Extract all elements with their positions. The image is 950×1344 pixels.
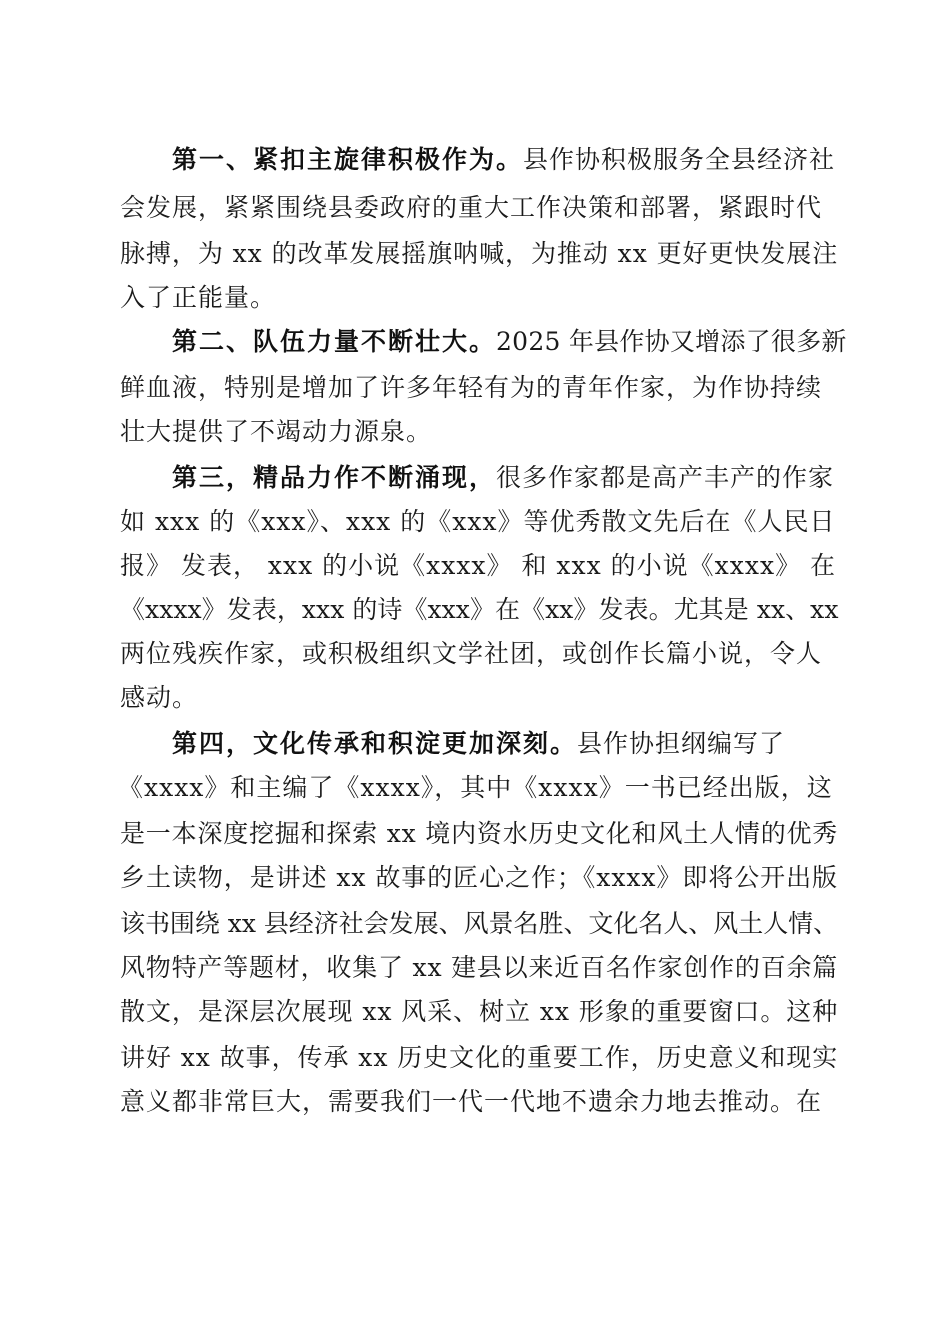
paragraph-1-line-2: 会发展，紧紧围绕县委政府的重大工作决策和部署，紧跟时代 — [120, 193, 823, 222]
paragraph-4-line-2: 《xxxx》和主编了《xxxx》，其中《xxxx》一书已经出版，这 — [118, 773, 833, 802]
paragraph-4-line-6: 风物特产等题材，收集了 xx 建县以来近百名作家创作的百余篇 — [120, 953, 839, 982]
paragraph-1-lead: 第一、紧扣主旋律积极作为。 — [172, 145, 524, 174]
paragraph-3-line-4: 《xxxx》发表，xxx 的诗《xxx》在《xx》发表。尤其是 xx、xx — [120, 595, 839, 624]
paragraph-2-line-2: 鲜血液，特别是增加了许多年轻有为的青年作家，为作协持续 — [120, 373, 823, 402]
paragraph-4-line-3: 是一本深度挖掘和探索 xx 境内资水历史文化和风土人情的优秀 — [120, 819, 839, 848]
paragraph-4-lead: 第四，文化传承和积淀更加深刻。 — [172, 729, 578, 758]
paragraph-1-text: 县作协积极服务全县经济社 — [523, 145, 836, 174]
paragraph-3-line-3: 报》 发表， xxx 的小说《xxxx》 和 xxx 的小说《xxxx》 在 — [120, 551, 837, 580]
paragraph-1-line-1 — [172, 138, 835, 182]
paragraph-4-line-4: 乡土读物，是讲述 xx 故事的匠心之作；《xxxx》即将公开出版 — [120, 863, 838, 892]
paragraph-3-line-6: 感动。 — [120, 683, 199, 712]
paragraph-4-line-5: 该书围绕 xx 县经济社会发展、风景名胜、文化名人、风土人情、 — [120, 909, 839, 938]
paragraph-4-line-8: 讲好 xx 故事，传承 xx 历史文化的重要工作，历史意义和现实 — [120, 1043, 839, 1072]
paragraph-1-line-3: 脉搏，为 xx 的改革发展摇旗呐喊，为推动 xx 更好更快发展注 — [120, 239, 839, 268]
paragraph-4-line-9: 意义都非常巨大，需要我们一代一代地不遗余力地去推动。在 — [120, 1087, 823, 1116]
paragraph-3-text: 很多作家都是高产丰产的作家 — [496, 463, 835, 492]
paragraph-2-line-3: 壮大提供了不竭动力源泉。 — [120, 417, 433, 446]
paragraph-4-text: 县作协担纲编写了 — [577, 729, 786, 758]
paragraph-3-line-2: 如 xxx 的《xxx》、xxx 的《xxx》等优秀散文先后在《人民日 — [120, 507, 836, 536]
paragraph-4-line-1 — [172, 722, 785, 766]
paragraph-4-line-7: 散文，是深层次展现 xx 风采、树立 xx 形象的重要窗口。这种 — [120, 997, 839, 1026]
paragraph-3-line-5: 两位残疾作家，或积极组织文学社团，或创作长篇小说，令人 — [120, 639, 823, 668]
paragraph-2-lead: 第二、队伍力量不断壮大。 — [172, 327, 497, 356]
paragraph-2-line-1 — [172, 320, 847, 364]
paragraph-2-text: 2025 年县作协又增添了很多新 — [496, 327, 847, 356]
paragraph-1-line-4: 入了正能量。 — [120, 283, 277, 312]
paragraph-3-lead: 第三，精品力作不断涌现， — [172, 463, 497, 492]
paragraph-3-line-1 — [172, 456, 834, 500]
